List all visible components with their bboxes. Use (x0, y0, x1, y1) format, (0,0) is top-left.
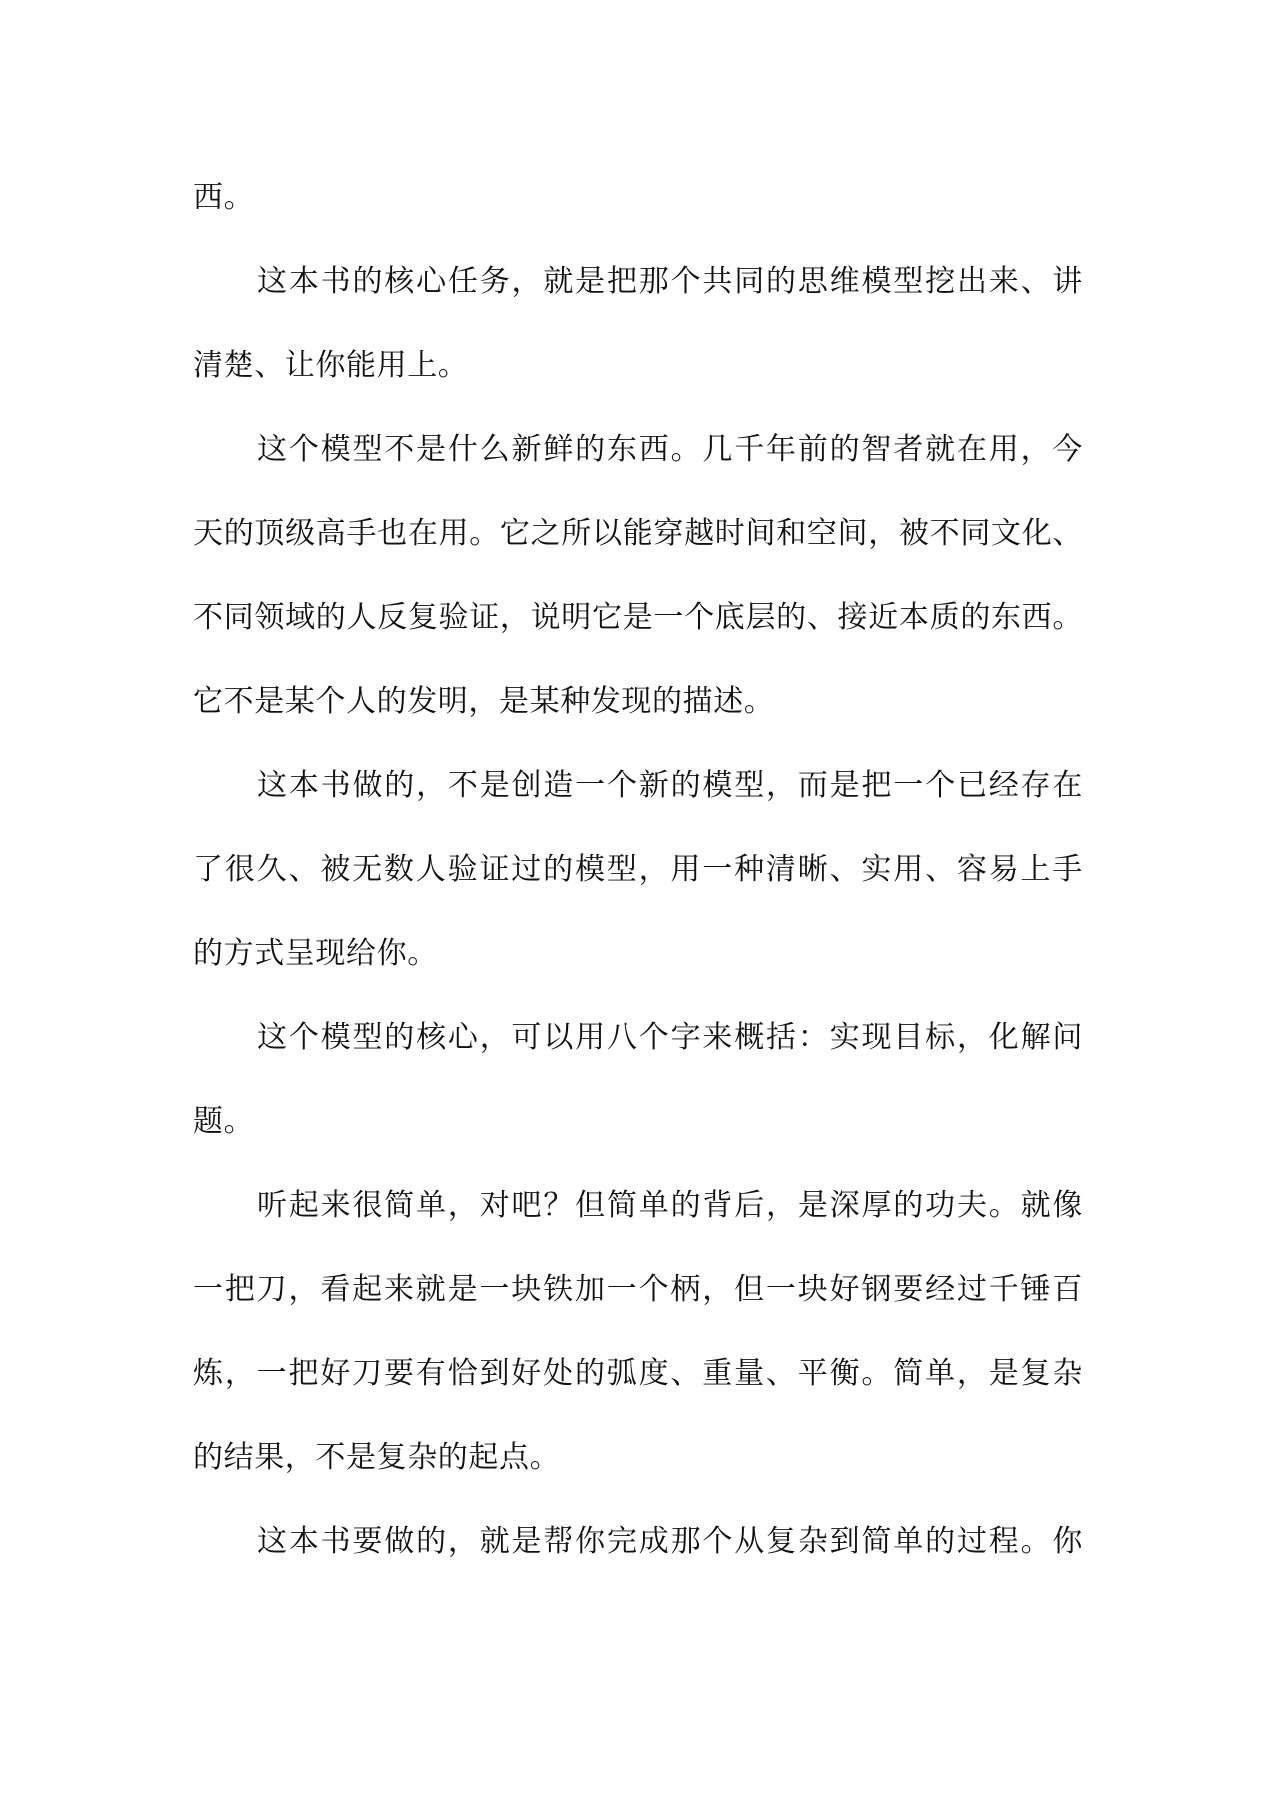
text-line: 它不是某个人的发明，是某种发现的描述。 (193, 684, 775, 719)
text-line: 了很久、被无数人验证过的模型，用一种清晰、实用、容易上手 (193, 852, 1083, 887)
text-line: 炼，一把好刀要有恰到好处的弧度、重量、平衡。简单，是复杂 (193, 1356, 1083, 1391)
body-text (193, 156, 1083, 1584)
text-line: 题。 (193, 1104, 255, 1139)
text-line: 这个模型不是什么新鲜的东西。几千年前的智者就在用，今 (257, 432, 1083, 467)
text-line: 这个模型的核心，可以用八个字来概括：实现目标，化解问 (257, 1020, 1083, 1055)
text-line: 不同领域的人反复验证，说明它是一个底层的、接近本质的东西。 (193, 600, 1083, 635)
text-line: 听起来很简单，对吧？但简单的背后，是深厚的功夫。就像 (257, 1188, 1083, 1223)
text-line: 的方式呈现给你。 (193, 936, 438, 971)
text-line: 一把刀，看起来就是一块铁加一个柄，但一块好钢要经过千锤百 (193, 1272, 1083, 1307)
text-line: 的结果，不是复杂的起点。 (193, 1440, 561, 1475)
text-line: 这本书做的，不是创造一个新的模型，而是把一个已经存在 (257, 768, 1083, 803)
text-line: 这本书的核心任务，就是把那个共同的思维模型挖出来、讲 (257, 264, 1083, 299)
text-line: 天的顶级高手也在用。它之所以能穿越时间和空间，被不同文化、 (193, 516, 1083, 551)
text-line: 清楚、让你能用上。 (193, 348, 469, 383)
text-line: 西。 (193, 180, 255, 215)
text-line: 这本书要做的，就是帮你完成那个从复杂到简单的过程。你 (257, 1524, 1083, 1559)
